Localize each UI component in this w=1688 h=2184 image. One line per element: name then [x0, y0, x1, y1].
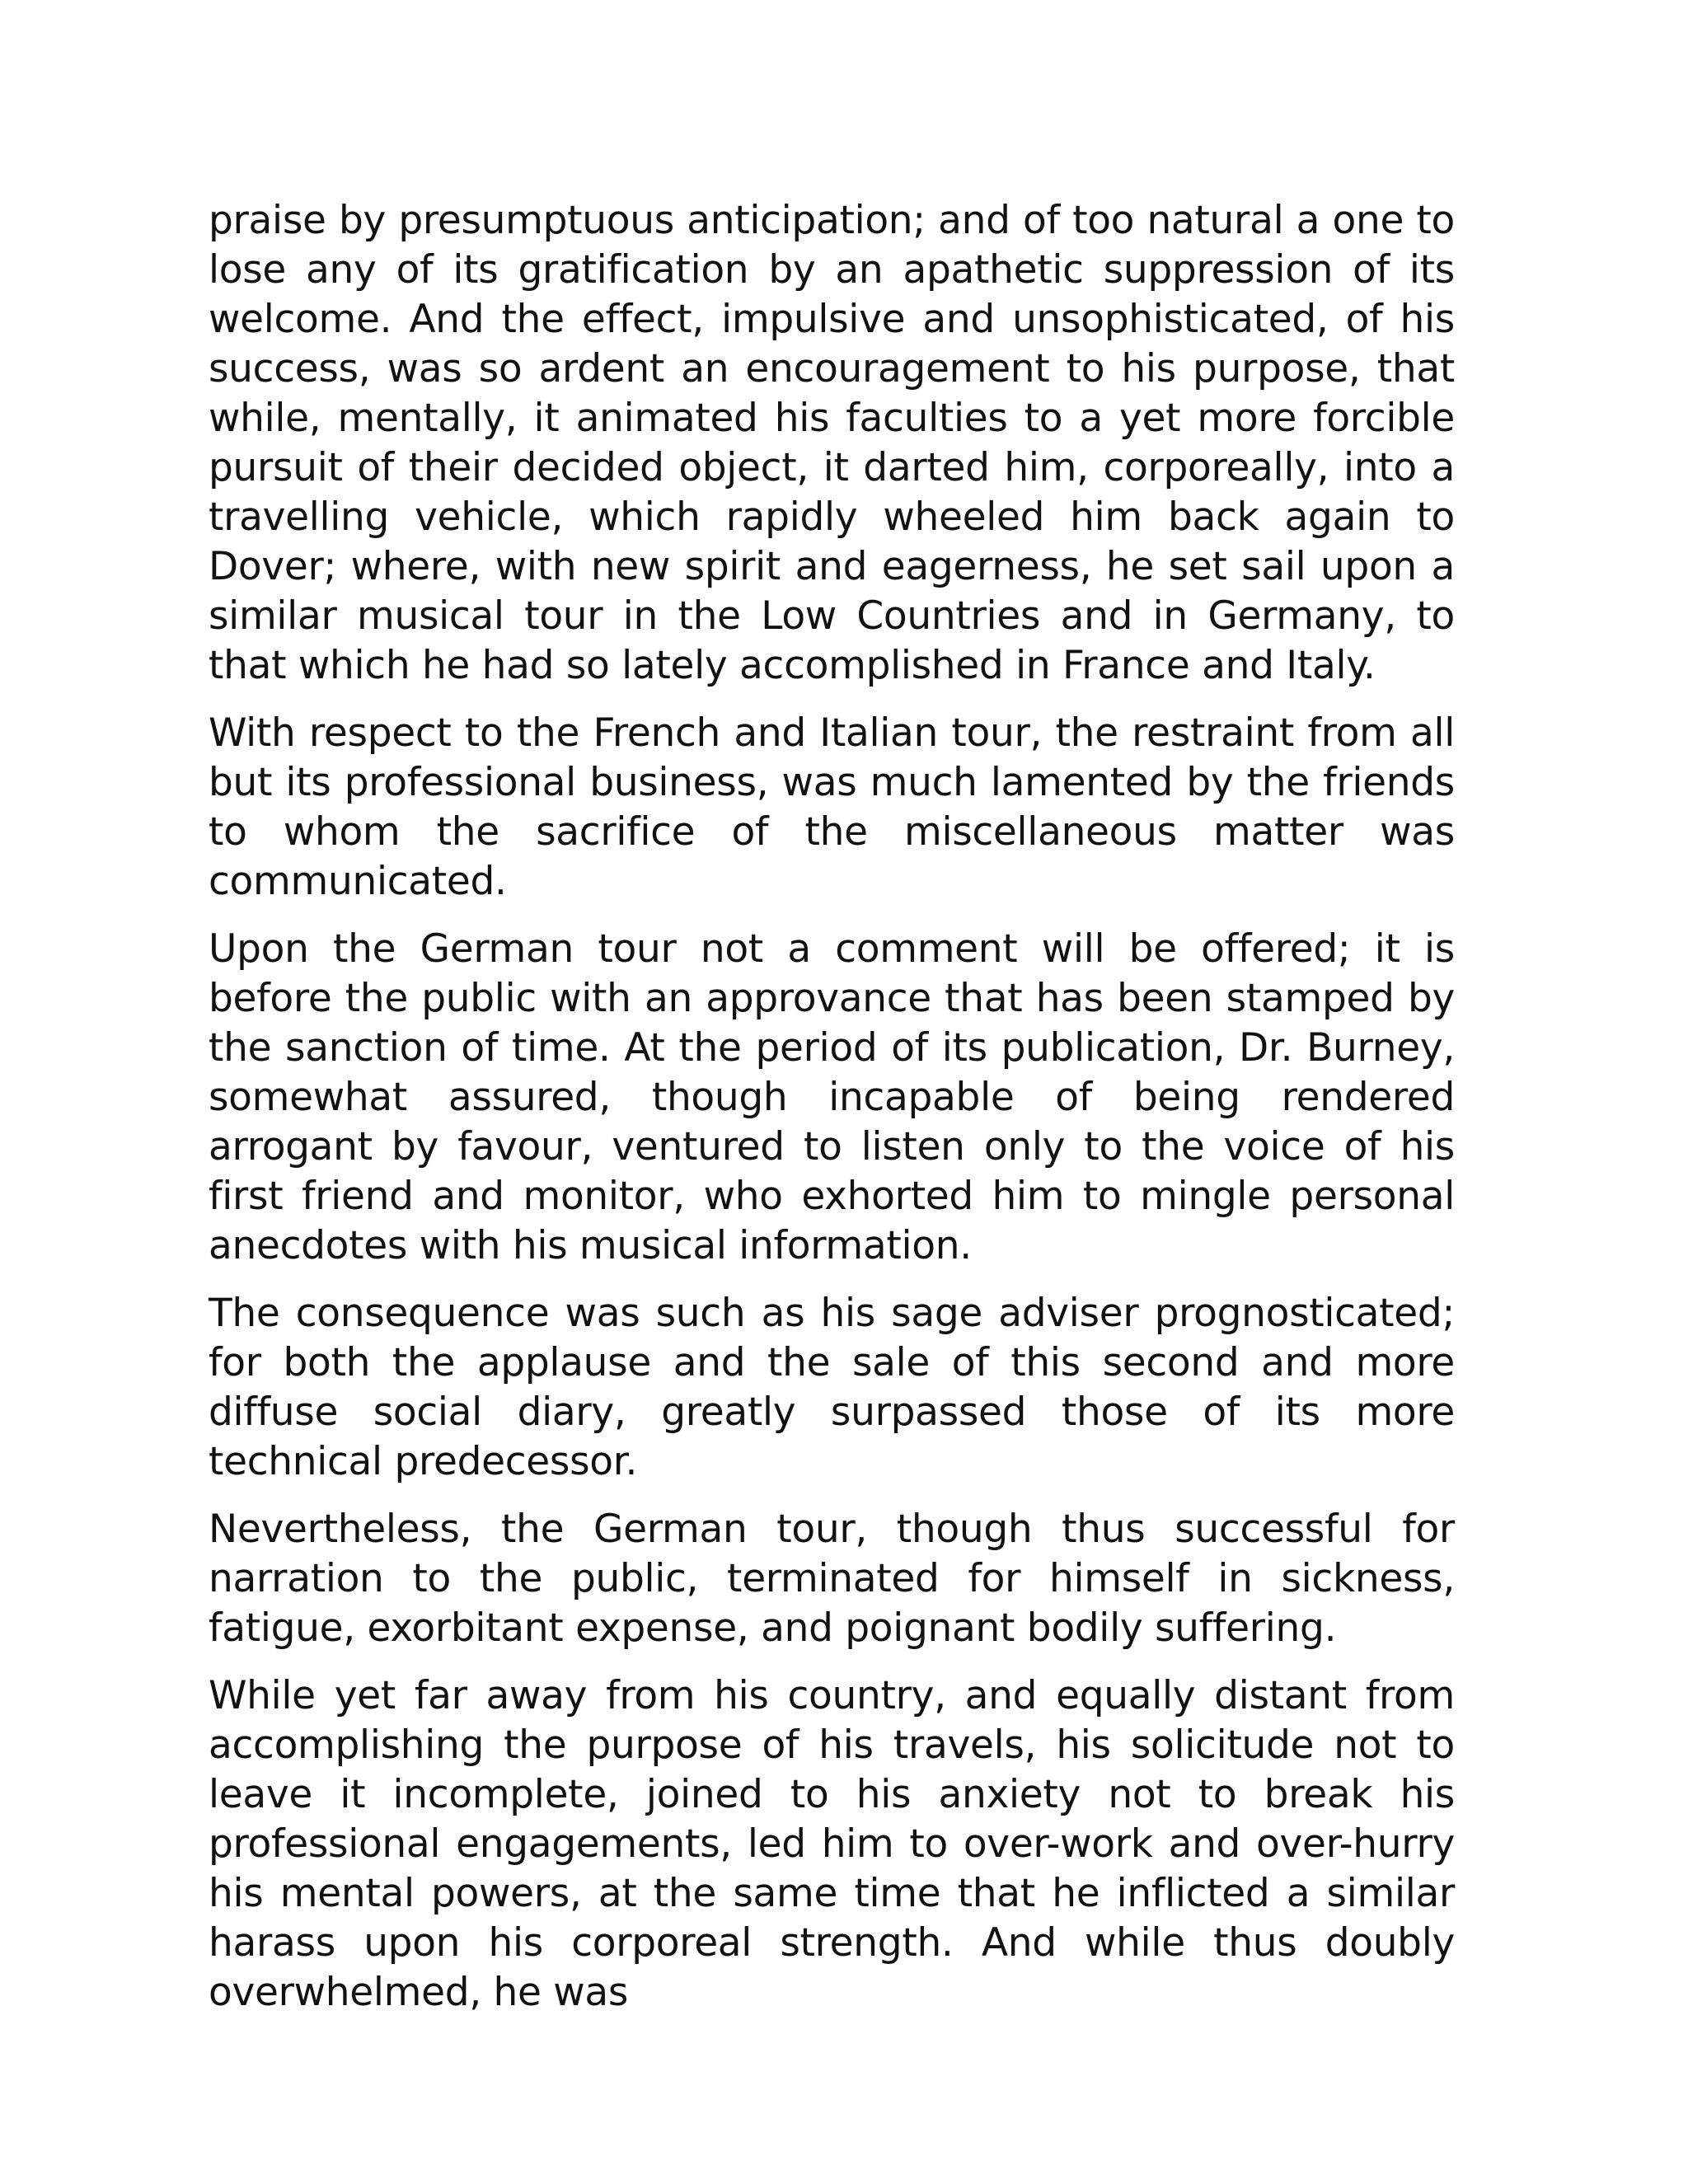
paragraph-5: Nevertheless, the German tour, though thus successful for narration to the public, terminated for himself in sickness, fatigue, exorbitant expense, and poignant bodily suffering. — [209, 1507, 1455, 1651]
document-page — [209, 196, 1455, 2036]
paragraph-4: The consequence was such as his sage adviser prognosticated; for both the applause and the sale of this second and more diffuse social diary, greatly surpassed those of its more technical predecessor. — [209, 1291, 1455, 1484]
paragraph-6: While yet far away from his country, and equally distant from accomplishing the purpose of his travels, his solicitude not to leave it incomplete, joined to his anxiety not to break his professional engagements, led him to over-work and over-hurry his mental powers, at the same time that he inflicted a similar harass upon his corporeal strength. And while thus doubly overwhelmed, he was — [209, 1673, 1455, 2015]
paragraph-2: With respect to the French and Italian tour, the restraint from all but its professional business, was much lamented by the friends to whom the sacrifice of the miscellaneous matter was communicated. — [209, 710, 1455, 904]
paragraph-3: Upon the German tour not a comment will be offered; it is before the public with an approvance that has been stamped by the sanction of time. At the period of its publication, Dr. Burney, somewhat assured, though incapable of being rendered arrogant by favour, ventured to listen only to the voice of his first friend and monitor, who exhorted him to mingle personal anecdotes with his musical information. — [209, 926, 1455, 1268]
paragraph-1: praise by presumptuous anticipation; and of too natural a one to lose any of its gratification by an apathetic suppression of its welcome. And the effect, impulsive and unsophisticated, of his success, was so ardent an encouragement to his purpose, that while, mentally, it animated his faculties to a yet more forcible pursuit of their decided object, it darted him, corporeally, into a travelling vehicle, which rapidly wheeled him back again to Dover; where, with new spirit and eagerness, he set sail upon a similar musical tour in the Low Countries and in Germany, to that which he had so lately accomplished in France and Italy. — [209, 198, 1455, 688]
